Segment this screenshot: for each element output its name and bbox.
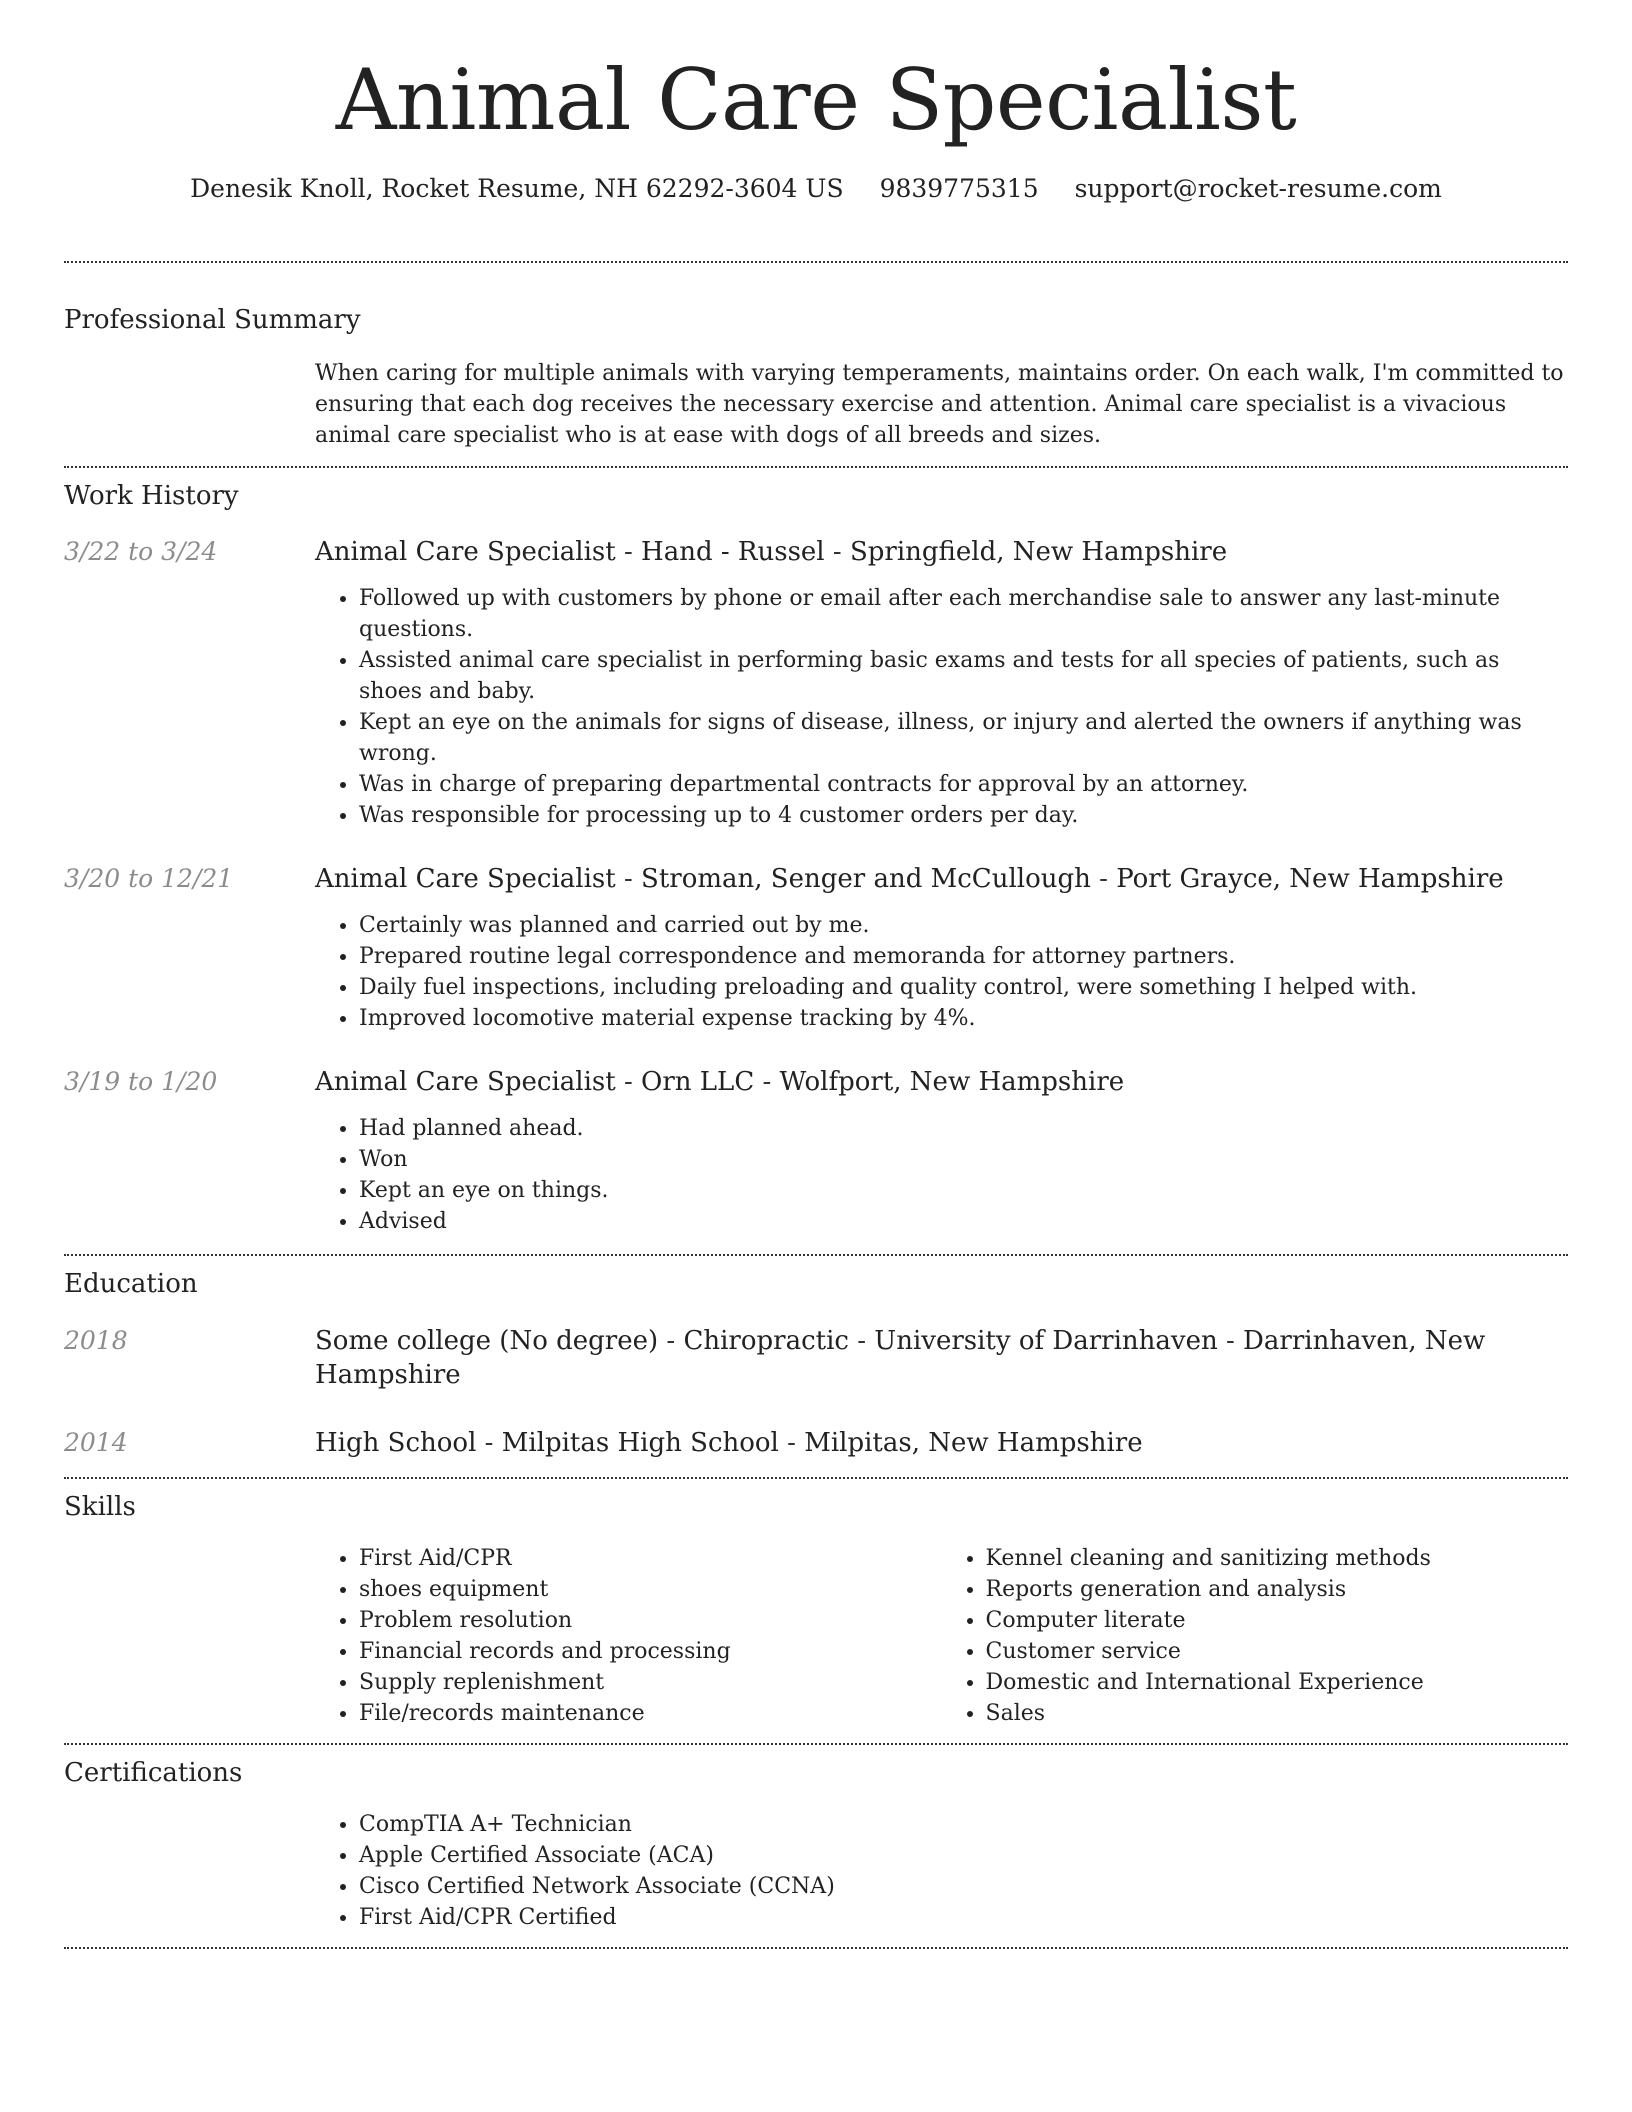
job-bullet: • Improved locomotive material expense tracking by 4%.: [359, 1003, 1568, 1034]
job-company: Hand - Russel: [641, 537, 825, 567]
education-location: Milpitas, New Hampshire: [804, 1428, 1143, 1458]
job-bullet: • Certainly was planned and carried out by me.: [359, 910, 1568, 941]
skill-item: • Reports generation and analysis: [986, 1574, 1569, 1605]
section-title-education: Education: [64, 1269, 198, 1299]
resume-page: [64, 0, 1568, 1949]
job-role: Animal Care Specialist: [315, 537, 616, 567]
education-field: Chiropractic: [683, 1326, 849, 1356]
job-details: [315, 1065, 1568, 1237]
education-school: University of Darrinhaven: [874, 1326, 1218, 1356]
job-role: Animal Care Specialist: [315, 1067, 616, 1097]
job-location: Port Grayce, New Hampshire: [1116, 864, 1504, 894]
job-bullet: • Followed up with customers by phone or email after each merchandise sale to answer any last-minute questions.: [359, 583, 1568, 645]
contact-address: Denesik Knoll, Rocket Resume, NH 62292-3604 US: [190, 174, 844, 203]
job-bullet: • Assisted animal care specialist in performing basic exams and tests for all species of patients, such as shoes and baby.: [359, 645, 1568, 707]
summary-text: When caring for multiple animals with varying temperaments, maintains order. On each walk, I'm committed to ensuring that each dog receives the necessary exercise and attention. Animal care specialist is a vivacious animal care specialist who is at ease with dogs of all breeds and sizes.: [315, 361, 1564, 448]
divider: [64, 1947, 1568, 1949]
job-details: [315, 862, 1568, 1034]
job-bullet: • Kept an eye on the animals for signs of disease, illness, or injury and alerted the owners if anything was wrong.: [359, 707, 1568, 769]
skill-item: • Kennel cleaning and sanitizing methods: [986, 1543, 1569, 1574]
job-dates: 3/20 to 12/21: [64, 864, 234, 893]
education-entry: [64, 1426, 1568, 1460]
job-bullet: • Was responsible for processing up to 4 customer orders per day.: [359, 800, 1568, 831]
skills-column-left: [315, 1543, 942, 1729]
certification-item: • Cisco Certified Network Associate (CCNA): [359, 1871, 1568, 1902]
skills-list: [315, 1543, 1568, 1729]
job-company: Stroman, Senger and McCullough: [641, 864, 1091, 894]
education-entry: [64, 1324, 1568, 1392]
job-location: Wolfport, New Hampshire: [779, 1067, 1125, 1097]
education-school: Milpitas High School: [501, 1428, 779, 1458]
job-entry: [64, 535, 1568, 831]
divider: [64, 1743, 1568, 1745]
job-bullet: • Prepared routine legal correspondence and memoranda for attorney partners.: [359, 941, 1568, 972]
job-bullet: • Kept an eye on things.: [359, 1175, 1568, 1206]
divider: [64, 466, 1568, 468]
education-details: High School - Milpitas High School - Milpitas, New Hampshire: [315, 1428, 1143, 1458]
job-bullets: [315, 1113, 1568, 1237]
job-details: [315, 535, 1568, 831]
skill-item: • Problem resolution: [359, 1605, 942, 1636]
skill-item: • Sales: [986, 1698, 1569, 1729]
job-entry: [64, 862, 1568, 1034]
divider: [64, 261, 1568, 263]
job-dates: 3/19 to 1/20: [64, 1067, 218, 1096]
education-degree: Some college (No degree): [315, 1326, 659, 1356]
job-title: Animal Care Specialist - Orn LLC - Wolfport, New Hampshire: [315, 1067, 1125, 1097]
education-year: 2014: [64, 1428, 128, 1457]
job-title: Animal Care Specialist - Stroman, Senger and McCullough - Port Grayce, New Hampshire: [315, 864, 1504, 894]
certification-item: • CompTIA A+ Technician: [359, 1809, 1568, 1840]
job-bullets: [315, 583, 1568, 831]
skill-item: • Computer literate: [986, 1605, 1569, 1636]
skill-item: • Domestic and International Experience: [986, 1667, 1569, 1698]
education-location: Darrinhaven, New Hampshire: [315, 1326, 1486, 1390]
education-details: Some college (No degree) - Chiropractic - University of Darrinhaven - Darrinhaven, New Hampshire: [315, 1326, 1486, 1390]
section-title-summary: Professional Summary: [64, 305, 361, 335]
contact-line: [64, 172, 1568, 206]
job-role: Animal Care Specialist: [315, 864, 616, 894]
contact-email: support@rocket-resume.com: [1074, 174, 1442, 203]
skills-column-right: [942, 1543, 1569, 1729]
skill-item: • First Aid/CPR: [359, 1543, 942, 1574]
section-title-skills: Skills: [64, 1492, 136, 1522]
contact-phone: 9839775315: [879, 174, 1039, 203]
divider: [64, 1477, 1568, 1479]
certification-item: • First Aid/CPR Certified: [359, 1902, 1568, 1933]
education-degree: High School: [315, 1428, 477, 1458]
skill-item: • Customer service: [986, 1636, 1569, 1667]
skill-item: • Supply replenishment: [359, 1667, 942, 1698]
job-location: Springfield, New Hampshire: [849, 537, 1228, 567]
job-bullet: • Advised: [359, 1206, 1568, 1237]
job-bullets: [315, 910, 1568, 1034]
resume-title: Animal Care Specialist: [335, 51, 1297, 149]
divider: [64, 1254, 1568, 1256]
job-dates: 3/22 to 3/24: [64, 537, 218, 566]
skill-item: • shoes equipment: [359, 1574, 942, 1605]
job-company: Orn LLC: [641, 1067, 755, 1097]
section-title-certifications: Certifications: [64, 1758, 243, 1788]
job-title: Animal Care Specialist - Hand - Russel - Springfield, New Hampshire: [315, 537, 1228, 567]
certification-item: • Apple Certified Associate (ACA): [359, 1840, 1568, 1871]
job-bullet: • Won: [359, 1144, 1568, 1175]
job-bullet: • Daily fuel inspections, including preloading and quality control, were something I helped with.: [359, 972, 1568, 1003]
skill-item: • Financial records and processing: [359, 1636, 942, 1667]
job-entry: [64, 1065, 1568, 1237]
job-bullet: • Was in charge of preparing departmental contracts for approval by an attorney.: [359, 769, 1568, 800]
section-title-work-history: Work History: [64, 481, 239, 511]
job-bullet: • Had planned ahead.: [359, 1113, 1568, 1144]
education-year: 2018: [64, 1326, 128, 1355]
certifications-list: [315, 1809, 1568, 1933]
work-history-list: [64, 535, 1568, 1237]
skill-item: • File/records maintenance: [359, 1698, 942, 1729]
